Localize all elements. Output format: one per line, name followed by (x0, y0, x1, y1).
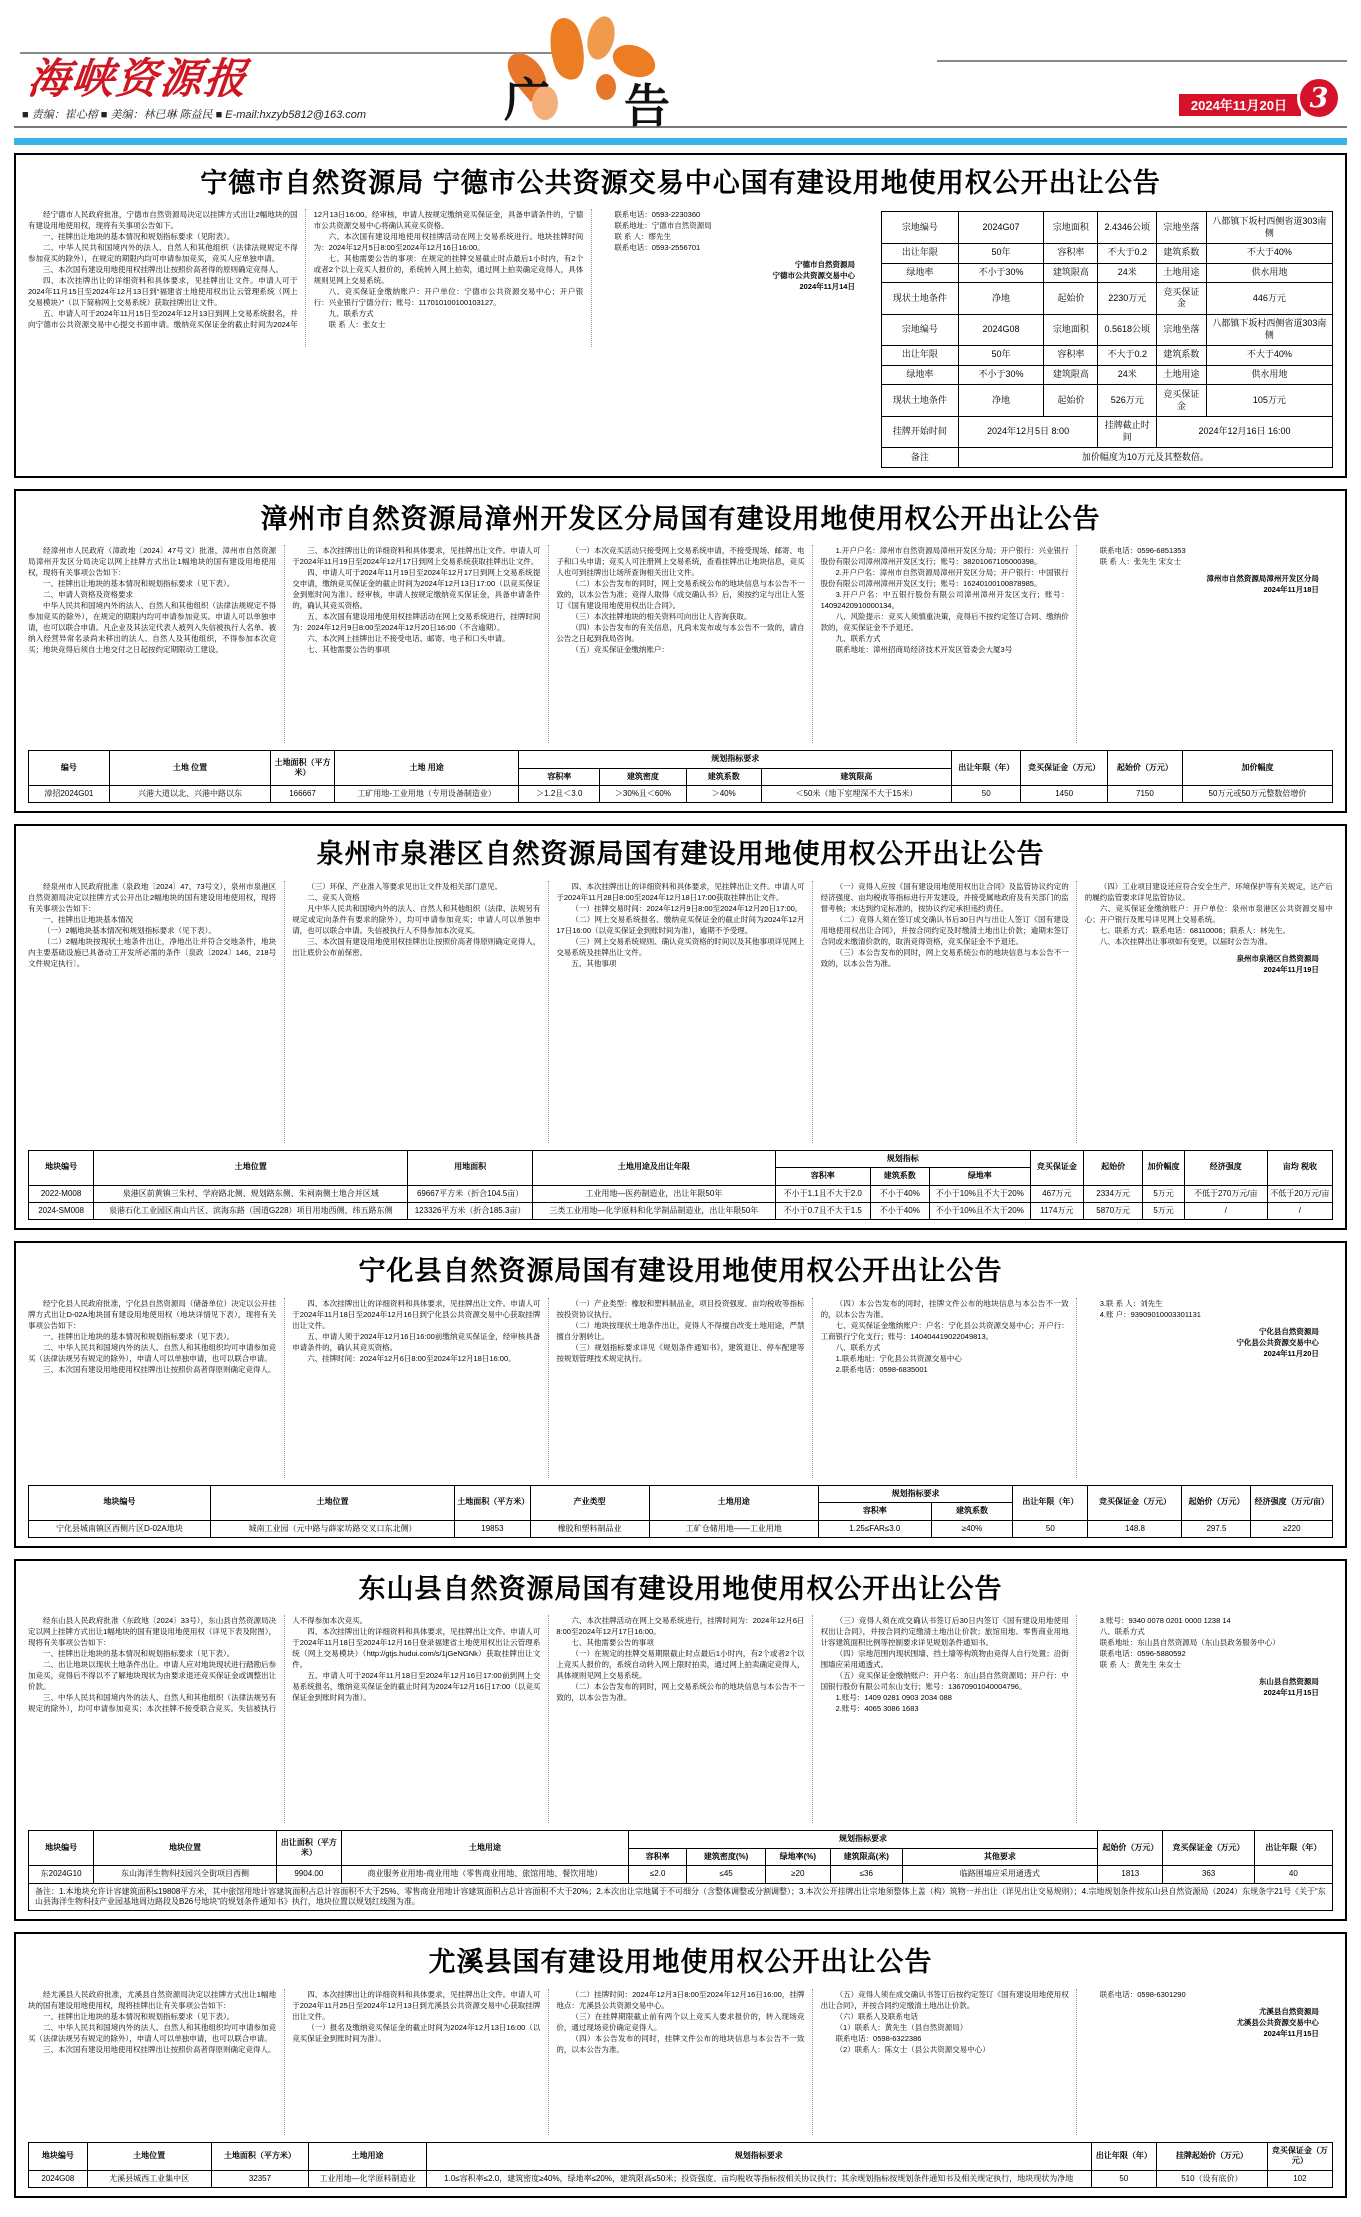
ad-banner-char-guang: 广 (504, 74, 550, 126)
plot-info-table: 地块编号 土地位置 土地面积（平方米） 土地用途 规划指标要求 出让年限（年） 挂牌起始价（万元） 竞买保证金（万元） 2024G08 尤溪县城西工业集中区 32357 工业用地—化学原料制造业 1.0≤容积率≤2.0，建筑密度≥40%，绿地率≤20%，建筑限高≤50米；投资强度、亩均税收等指标按相关协议执行；其余规划指标按规划条件通知书及相关规定执行，地块现状为净地 50 510（设有底价） 102 (28, 2142, 1333, 2188)
notice-ningde (14, 153, 1347, 478)
notice-paragraphs: 经尤溪县人民政府批准，尤溪县自然资源局决定以挂牌方式出让1幅地块的国有建设用地使用权，现将挂牌出让有关事项公告如下： 一、挂牌出让地块的基本情况和规划指标要求（见下表）。 二、中华人民共和国境内外的法人、自然人和其他组织均可申请参加竞买（法律法规另有规定的除外），申请人可以单独申请，也可以联合申请。 三、本次国有建设用地使用权挂牌出让按照价高者得原则确定竞得人。 四、本次挂牌出让的详细资料和具体要求，见挂牌出让文件。申请人可于2024年11月25日至2024年12月13日到尤溪县公共资源交易中心获取挂牌出让文件。 （一）报名及缴纳竞买保证金的截止时间为2024年12月13日16:00（以竞买保证金到账时间为准）。 （二）挂牌时间：2024年12月3日8:00至2024年12月16日16:00，挂牌地点：尤溪县公共资源交易中心。 （三）在挂牌期限截止前有两个以上竞买人要求报价的，转入现场竞价，通过现场竞价确定竞得人。 （四）本公告发布的同时，挂牌文件公布的地块信息与本公告不一致的，以本公告为准。 （五）竞得人须在成交确认书签订后按约定签订《国有建设用地使用权出让合同》，并按合同约定缴清土地出让价款。 （六）联系人及联系电话 （1）联系人：黄先生（县自然资源局） 联系电话：0598-6322386 （2）联系人：陈女士（县公共资源交易中心） 联系电话：0598-6301290 (28, 1989, 1186, 2054)
signature-block: 尤溪县自然资源局 尤溪县公共资源交易中心 2024年11月15日 (1236, 2006, 1319, 2038)
plot-info-table: 编号 土地 位置 土地面积（平方米） 土地 用途 规划指标要求 出让年限（年） 竞买保证金（万元） 起始价（万元） 加价幅度 容积率 建筑密度 建筑系数 建筑限高 漳招2024G01 兴港大道以北、兴港中路以东 166667 工矿用地-工业用地（专用设备制造业） ＞1.2且＜3.0 ＞30%且＜60% ＞40% ＜50米（地下室埋深不大于15米） 50 1450 7150 50万元或50万元整数倍增价 (28, 750, 1333, 803)
notice-title: 漳州市自然资源局漳州开发区分局国有建设用地使用权公开出让公告 (260, 503, 1101, 534)
masthead (14, 14, 1347, 132)
notice-body (28, 1615, 1333, 1823)
notice-youxi (14, 1932, 1347, 2198)
plot-info-table: 地块编号 地块位置 出让面积（平方米） 土地用途 规划指标要求 起始价（万元） 竞买保证金（万元） 出让年限（年） 容积率 建筑密度(%) 绿地率(%) 建筑限高(米) 其他要求 东2024G10 东山海洋生物科技园兴全街项目西侧 9904.00 商业服务业用地-商业用地（零售商业用地、旅馆用地、餐饮用地） ≤2.0 ≤45 ≥20 ≤36 临路围墙应采用通透式 1813 363 40 备注：1.本地块允许计容建筑面积≤19808平方米，其中旅馆用地计容建筑面积占总计容面积不大于25%、零售商业用地计容建筑面积占总计容面积不大于20%；2.本次出让宗地属于不可细分（含整体调整或分割调整）；3.本次公开挂牌出让宗地须整体上盖（构）筑物一并出让（详见出让交易规则）；4.宗地规划条件按东山县自然资源局（2024）东规条字21号《关于“东山县海洋生物科技产业园基地周边路段及B26号地块”的规划条件通知书》执行，地块位置以规划红线图为准。 (28, 1830, 1333, 1911)
notice-paragraphs: 经宁德市人民政府批准，宁德市自然资源局决定以挂牌方式出让2幅地块的国有建设用地使用权，现将有关事项公告如下。 一、挂牌出让地块的基本情况和规划指标要求（见附表）。 二、中华人民共和国境内外的法人、自然人和其他组织（法律法规规定不得参加竞买的除外），在规定的期限内均可申请参加竞买，竞买人应单独申请。 三、本次国有建设用地使用权挂牌出让按照价高者得的原则确定竞得人。 四、本次挂牌出让的详细资料和具体要求，见挂牌出让文件。申请人可于2024年11月15日至2024年12月13日到“福建省土地使用权出让云管理系统（网上交易模块）”（以下简称网上交易系统）获取挂牌出让文件。 五、申请人可于2024年11月15日至2024年12月13日到网上交易系统报名，并向宁德市公共资源交易中心提交书面申请。缴纳竞买保证金的截止时间为2024年12月13日16:00。经审核，申请人按规定缴纳竞买保证金，具备申请条件的，宁德市公共资源交易中心将确认其竞买资格。 六、本次国有建设用地使用权挂牌活动在网上交易系统进行。地块挂牌时间为：2024年12月5日8:00至2024年12月16日16:00。 七、其他需要公告的事项：在规定的挂牌交易截止时点最后1小时内，有2个或者2个以上竞买人报价的，系统转入网上拍卖，通过网上拍卖确定竞得人，具体规则见网上交易系统。 八、竞买保证金缴纳账户：开户单位：宁德市公共资源交易中心；开户银行：兴业银行宁德分行；账号：117010100100103127。 九、联系方式 联 系 人：张女士 联系电话：0593-2230360 联系地址：宁德市自然资源局 联 系 人：缪先生 联系电话：0593-2556701 (28, 210, 712, 330)
notice-paragraphs: 经东山县人民政府批准（东政地〔2024〕33号），东山县自然资源局决定以网上挂牌方式出让1幅地块的国有建设用地使用权（详见下表及附图），现将有关事项公告如下： 一、挂牌出让地块的基本情况和规划指标要求（见下表）。 二、出让地块以现状土地条件出让。申请人应对地块现状进行踏勘后参加竞买，竞得后不得以不了解地块现状为由要求退还竞买保证金或调整出让价款。 三、中华人民共和国境内外的法人、自然人和其他组织（法律法规另有规定的除外），均可申请参加竞买；本次挂牌不接受联合竞买。失信被执行人不得参加本次竞买。 四、本次挂牌出让的详细资料和具体要求，见挂牌出让文件。申请人可于2024年11月18日至2024年12月16日登录福建省土地使用权出让云管理系统（网上交易模块）（http://gtjs.hudui.com/s/1jGeNGNk）获取挂牌出让文件。 五、申请人可于2024年11月18日至2024年12月16日17:00前到网上交易系统报名，缴纳竞买保证金的截止时间为2024年12月16日17:00（以竞买保证金到账时间为准）。 六、本次挂牌活动在网上交易系统进行，挂牌时间为：2024年12月6日8:00至2024年12月17日16:00。 七、其他需要公告的事项 （一）在规定的挂牌交易期限截止时点最后1小时内，有2个或者2个以上竞买人报价的，系统自动转入网上限时拍卖，通过网上拍卖确定竞得人，具体规则见网上交易系统。 （二）本公告发布的同时，网上交易系统公布的地块信息与本公告不一致的，以本公告为准。 （三）竞得人须在成交确认书签订后30日内签订《国有建设用地使用权出让合同》，并按合同约定缴清土地出让价款；旅馆用地、零售商业用地计容建筑面积比例等控制要求详见规划条件通知书。 （四）宗地范围内现状围墙、挡土墙等构筑物由竞得人自行处置；沿街围墙应采用通透式。 （五）竞买保证金缴纳账户：开户名：东山县自然资源局；开户行：中国银行股份有限公司东山支行；账号：13670901040004796。 1.账号：1409 0281 0903 2034 088 2.账号：4065 3086 1683 3.账号：9340 0078 0201 0000 1238 14 八、联系方式 联系地址：东山县自然资源局（东山县政务服务中心） 联系电话：0596-5880592 联 系 人：黄先生 朱女士 (28, 1616, 1280, 1714)
issue-date-badge: 2024年11月20日 (1179, 94, 1301, 116)
editors-line: ■ 责编：崔心榕 ■ 美编：林已琳 陈益民 ■ E-mail:hxzyb5812@163.com (22, 109, 367, 121)
plot-info-table-wrap (881, 209, 1333, 467)
notice-body (28, 545, 1333, 743)
masthead-rule-right (937, 60, 1347, 62)
notice-dongshan (14, 1559, 1347, 1921)
notice-title: 尤溪县国有建设用地使用权公开出让公告 (428, 1947, 933, 1978)
page-number-badge: 3 (1297, 76, 1341, 120)
signature-block: 泉州市泉港区自然资源局 2024年11月19日 (1236, 953, 1319, 974)
newspaper-logo: 海峡资源报 (25, 54, 251, 103)
notice-paragraphs: 经漳州市人民政府（漳政地〔2024〕47号文）批准，漳州市自然资源局漳州开发区分局决定以网上挂牌方式出让1幅地块的国有建设用地使用权，现将有关事项公告如下： 一、挂牌出让地块的基本情况和规划指标要求（见下表）。 二、申请人资格及资格要求 中华人民共和国境内外的法人、自然人和其他组织（法律法规规定不得参加竞买的除外），在规定的期限内均可申请参加竞买。申请人可以单独申请，也可以联合申请。凡企业及其法定代表人被列入失信被执行人名单、被纳入经营异常名录尚未移出的法人、自然人及其他组织，不得参加本次竞买；地块竞得后须自土地交付之日起按约定期限动工建设。 三、本次挂牌出让的详细资料和具体要求，见挂牌出让文件。申请人可于2024年11月19日至2024年12月17日到网上交易系统获取挂牌出让文件。 四、申请人可于2024年11月19日至2024年12月17日到网上交易系统提交申请，缴纳竞买保证金的截止时间为2024年12月13日17:00（以竞买保证金到账时间为准）。经审核，申请人按规定缴纳竞买保证金，具备申请条件的，确认其竞买资格。 五、本次国有建设用地使用权挂牌活动在网上交易系统进行，挂牌时间为：2024年12月9日8:00至2024年12月20日16:00（不含逾期）。 六、本次网上挂牌出让不接受电话、邮寄、电子和口头申请。 七、其他需要公告的事项 （一）本次竞买活动只接受网上交易系统申请，不接受现场、邮寄、电子和口头申请；竞买人可注册网上交易系统，查看挂牌出让地块信息，竞买人也可到挂牌出让场所查询相关出让文件。 （二）本公告发布的同时，网上交易系统公布的地块信息与本公告不一致的，以本公告为准；竞得人取得《成交确认书》后，须按约定与出让人签订《国有建设用地使用权出让合同》。 （三）本次挂牌地块的相关资料可向出让人咨询获取。 （四）本公告发布的有关信息，凡尚未发布或与本公告不一致的，请自公告之日起到我局咨询。 （五）竞买保证金缴纳账户： 1.开户户名：漳州市自然资源局漳州开发区分局；开户银行：兴业银行股份有限公司漳州漳州开发区支行；账号：38201067105000398。 2.开户户名：漳州市自然资源局漳州开发区分局；开户银行：中国银行股份有限公司漳州漳州开发区支行；账号：16240100100878985。 3.开户户名：中五银行股份有限公司漳州漳州开发区支行；账号：14092420910000134。 八、风险提示：竞买人须慎重决策，竞得后不按约定签订合同、缴纳价款的，竞买保证金不予退还。 九、联系方式 联系地址：漳州招商局经济技术开发区管委会大厦3号 联系电话：0596-6851353 联 系 人：张先生 宋女士 (28, 546, 1186, 655)
flower-petal-icon (596, 74, 616, 100)
notice-paragraphs: 经泉州市人民政府批准（泉政地〔2024〕47、73号文），泉州市泉港区自然资源局决定以挂牌方式公开出让2幅地块的国有建设用地使用权，现将有关事项公告如下： 一、挂牌出让地块基本情况 （一）2幅地块基本情况和规划指标要求（见下表）。 （二）2幅地块按现状土地条件出让，净地出让并符合交地条件，地块内主要基础设施已具备动工开发所必需的条件〔泉政〔2024〕146、218号文件规定执行〕。 （三）环保、产业准入等要求见出让文件及相关部门意见。 二、竞买人资格 凡中华人民共和国境内外的法人、自然人和其他组织（法律、法规另有规定或定向条件有要求的除外），均可申请参加竞买；申请人可以单独申请，也可以联合申请。失信被执行人不得参加本次竞买。 三、本次国有建设用地使用权挂牌出让按照价高者得原则确定竞得人，出让底价公布前保密。 四、本次挂牌出让的详细资料和具体要求，见挂牌出让文件。申请人可于2024年11月28日8:00至2024年12月18日17:00获取挂牌出让文件。 （一）挂牌交易时间：2024年12月9日8:00至2024年12月20日17:00。 （二）网上交易系统报名、缴纳竞买保证金的截止时间为2024年12月17日16:00（以竞买保证金到账时间为准），逾期不予受理。 （三）网上交易系统规则、确认竞买资格的时间以及其他事项详见网上交易系统及挂牌出让文件。 五、其他事项 （一）竞得人应按《国有建设用地使用权出让合同》及监管协议约定的经济强度、亩均税收等指标进行开发建设，并接受属地政府及有关部门的监督考核；未达到约定标准的，按协议约定承担违约责任。 （二）竞得人须在签订成交确认书后30日内与出让人签订《国有建设用地使用权出让合同》，并按合同约定及时缴清土地出让价款；逾期未签订合同或未缴清价款的，取消竞得资格，竞买保证金不予退还。 （三）本公告发布的同时，网上交易系统公布的地块信息与本公告不一致的，以本公告为准。 （四）工业项目建设还应符合安全生产、环境保护等有关规定，达产后的履约监管要求详见监管协议。 六、竞买保证金缴纳账户：开户单位：泉州市泉港区公共资源交易中心；开户银行及账号详见网上交易系统。 七、联系方式：联系电话：68110006；联系人：林先生。 八、本次挂牌出让事项如有变更，以届时公告为准。 (28, 881, 1333, 968)
notice-title: 泉州市泉港区自然资源局国有建设用地使用权公开出让公告 (316, 839, 1045, 870)
notice-ninghua (14, 1241, 1347, 1548)
notice-body (28, 1989, 1333, 2135)
notice-body (28, 881, 1333, 1143)
issue-info (1179, 82, 1341, 120)
notice-title: 东山县自然资源局国有建设用地使用权公开出让公告 (358, 1573, 1003, 1604)
signature-block: 东山县自然资源局 2024年11月15日 (1258, 1677, 1319, 1698)
ad-banner-char-gao: 告 (624, 80, 670, 132)
notice-body (28, 1298, 1333, 1478)
notice-zhangzhou (14, 489, 1347, 814)
notice-body (28, 209, 869, 347)
notice-quangang (14, 824, 1347, 1230)
plot-info-table: 地块编号 土地位置 土地面积（平方米） 产业类型 土地用途 规划指标要求 出让年限（年） 竞买保证金（万元） 起始价（万元） 经济强度（万元/亩） 容积率 建筑系数 宁化县城南镇区西侧片区D-02A地块 城南工业园（元中路与薛家坊路交叉口东北侧） 19853 橡胶和塑料制品业 工矿仓储用地——工业用地 1.25≤FAR≤3.0 ≥40% 50 148.8 297.5 ≥220 (28, 1485, 1333, 1538)
signature-block: 漳州市自然资源局漳州开发区分局 2024年11月18日 (1206, 574, 1319, 595)
plot-info-table: 宗地编号 2024G07 宗地面积 2.4346公顷 宗地坐落 八都镇下坂村西侧省道303南侧 出让年限 50年 容积率 不大于0.2 建筑系数 不大于40% 绿地率 不小于30% 建筑限高 24米 土地用途 供水用地 现状土地条件 净地 起始价 2230万元 竞买保证金 446万元 宗地编号 2024G08 宗地面积 0.5618公顷 宗地坐落 八都镇下坂村西侧省道303南侧 出让年限 50年 容积率 不大于0.2 建筑系数 不大于40% 绿地率 不小于30% 建筑限高 24米 土地用途 供水用地 现状土地条件 净地 起始价 526万元 竞买保证金 105万元 挂牌开始时间 2024年12月5日 8:00 挂牌截止时间 2024年12月16日 16:00 备注 加价幅度为10万元及其整数倍。 (881, 211, 1333, 467)
signature-block: 宁德市自然资源局 宁德市公共资源交易中心 2024年11月14日 (772, 260, 855, 292)
signature-block: 宁化县自然资源局 宁化县公共资源交易中心 2024年11月20日 (1236, 1326, 1319, 1358)
notice-title: 宁化县自然资源局国有建设用地使用权公开出让公告 (358, 1256, 1003, 1287)
flower-icon (492, 16, 702, 132)
notice-paragraphs: 经宁化县人民政府批准，宁化县自然资源局（储备单位）决定以公开挂牌方式出让D-02A地块国有建设用地使用权（地块详情见下表），现将有关事项公告如下： 一、挂牌出让地块的基本情况和规划指标要求（见下表）。 二、中华人民共和国境内外的法人、自然人和其他组织均可申请参加竞买（法律法规另有规定的除外），申请人可以单独申请，也可以联合申请。 三、本次国有建设用地使用权挂牌出让按照价高者得原则确定竞得人。 四、本次挂牌出让的详细资料和具体要求，见挂牌出让文件。申请人可于2024年11月18日至2024年12月16日到宁化县公共资源交易中心获取挂牌出让文件。 五、申请人须于2024年12月16日16:00前缴纳竞买保证金，经审核具备申请条件的，确认其竞买资格。 六、挂牌时间：2024年12月6日8:00至2024年12月18日16:00。 （一）产业类型：橡胶和塑料制品业，项目投资强度、亩均税收等指标按投资协议执行。 （二）地块按现状土地条件出让，竞得人不得擅自改变土地用途，严禁擅自分割转让。 （三）规划指标要求详见《规划条件通知书》，建筑退让、停车配建等按规划管理技术规定执行。 （四）本公告发布的同时，挂牌文件公布的地块信息与本公告不一致的，以本公告为准。 七、竞买保证金缴纳账户：户名：宁化县公共资源交易中心；开户行：工商银行宁化支行；账号：140404419022049813。 八、联系方式 1.联系地址：宁化县公共资源交易中心 2.联系电话：0598-6835001 3.联 系 人：刘先生 4.账 户：93909010003301131 (28, 1298, 1201, 1374)
accent-bar (14, 138, 1347, 145)
plot-info-table: 地块编号 土地位置 用地面积 土地用途及出让年限 规划指标 竞买保证金 起始价 加价幅度 经济强度 亩均 税收 容积率 建筑系数 绿地率 2022-M008 泉港区前黄镇三朱村、学府路北侧、规划路东侧、朱祠南侧土地合并区域 69667平方米（折合104.5亩） 工业用地—医药制造业，出让年限50年 不小于1.1且不大于2.0 不小于40% 不小于10%且不大于20% 467万元 2334万元 5万元 不低于270万元/亩 不低于20万元/亩 2024-SM008 泉港石化工业园区南山片区、滨海东路（国道G228）项目用地西侧、纬五路东侧 123326平方米（折合185.3亩） 三类工业用地—化学原料和化学制品制造业，出让年限50年 不小于0.7且不大于1.5 不小于40% 不小于10%且不大于20% 1174万元 5870万元 5万元 / / (28, 1150, 1333, 1221)
notice-title: 宁德市自然资源局 宁德市公共资源交易中心国有建设用地使用权公开出让公告 (200, 168, 1161, 198)
